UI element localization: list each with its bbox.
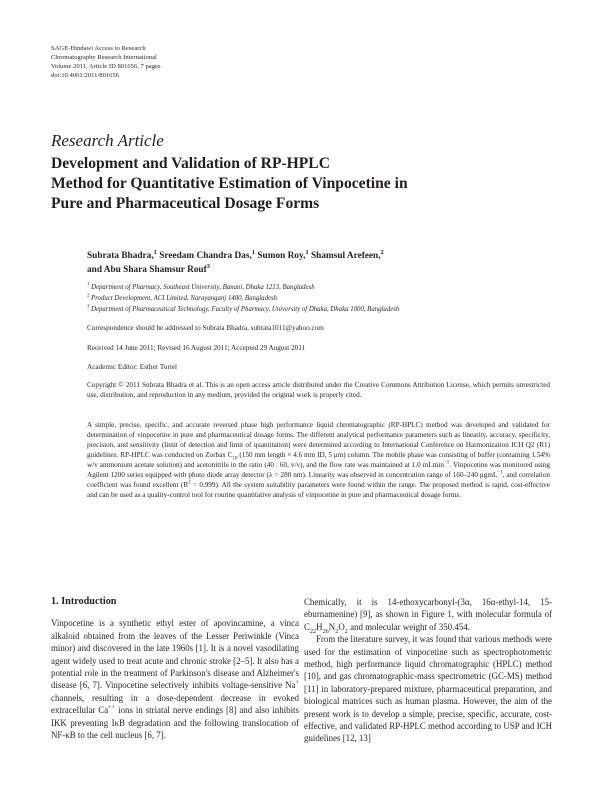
author-affil-mark: 3 xyxy=(206,262,210,270)
copyright-notice: Copyright © 2011 Subrata Bhadra et al. This is an open access article distributed under the Creative Commons Attribution License, which permits unrestricted use, distribution, and reproduction in any medium, provided the original work is properly cited. xyxy=(87,381,550,399)
affiliation: $^1$ Department of Pharmacy, Southeast University, Banani, Dhaka 1213, Bangladesh xyxy=(87,282,315,291)
article-dates: Received 14 June 2011; Revised 16 August 2011; Accepted 29 August 2011 xyxy=(87,344,306,352)
author-affil-mark: 1 xyxy=(251,248,256,256)
affiliation: $^3$ Department of Pharmaceutical Technology, Faculty of Pharmacy, University of Dhaka, Dhaka 1000, Bangladesh xyxy=(87,304,400,313)
title-line: Development and Validation of RP-HPLC xyxy=(51,155,330,172)
paragraph: From the literature survey, it was found that various methods were used for the estimation of vinpocetine such as spectrophotometric method, high performance liquid chromatographic (HPLC) method [10], and gas chromatographic-mass spectrometric (GC-MS) method [11] in laboratory-prepared mixture, pharmaceutical preparation, and biological matrices such as human plasma. However, the aim of the present work is to develop a simple, precise, specific, accurate, cost-effective, and validated RP-HPLC method according to USP and ICH guidelines [12, 13] xyxy=(304,634,552,744)
body-column-left xyxy=(51,596,299,741)
article-type: Research Article xyxy=(51,131,164,150)
abstract: A simple, precise, specific, and accurate reversed phase high performance liquid chromatographic (RP-HPLC) method was developed and validated for determination of vinpocetine in pure and pharmaceutical dosage forms. The different analytical performance parameters such as linearity, accuracy, specificity, precision, and sensitivity (limit of detection and limit of quantitation) were determined according to International Conference on Harmonization ICH Q2 (R1) guidelines. RP-HPLC was conducted on Zorbax $C_{18}$ (150 mm length × 4.6 mm ID, 5 μm) column. The mobile phase was consisting of buffer (containing 1.54% w/v ammonium acetate solution) and acetonitrile in the ratio (40 : 60, v/v), and the flow rate was maintained at 1.0 mLmin$^{-1}$. Vinpocetine was monitored using Agilent 1200 series equipped with photo diode array detector (λ = 280 nm). Linearity was observed in concentration range of 160–240 μgmL$^{-1}$, and correlation coefficient was found excellent $(R^2 = 0.999)$. All the system suitability parameters were found within the range. The proposed method is rapid, cost-effective and can be used as a quality-control tool for routine quantitative analysis of vinpocetine in pure and pharmaceutical dosage forms. xyxy=(87,421,550,499)
paragraph: Chemically, it is 14-ethoxycarbonyl-(3α, 16α-ethyl-14, 15-eburnamenine) [9], as shown in Figure 1, with molecular formula of $C_{22}H_{26}N_2O_2$ and molecular weight of 350.454. xyxy=(304,597,552,635)
doi: doi:10.4061/2011/801656 xyxy=(51,72,120,79)
author-affil-mark: 2 xyxy=(380,248,384,256)
paper-title xyxy=(51,154,521,214)
author: and Abu Shara Shamsur Rouf xyxy=(87,264,207,275)
paragraph: Vinpocetine is a synthetic ethyl ester of apovincamine, a vinca alkaloid obtained from the leaves of the Lesser Periwinkle (Vinca minor) and discovered in the late 1960s [1]. It is a novel vasodilating agent widely used to treat acute and chronic stroke [2–5]. It also has a potential role in the treatment of Parkinson's disease and Alzheimer's disease [6, 7]. Vinpocetine selectively inhibits voltage-sensitive Na+ channels, resulting in a dose-dependent decrease in evoked extracellular Ca++ ions in striatal nerve endings [8] and also inhibits IKK preventing IκB degradation and the following translocation of NF-κB to the cell nucleus [6, 7]. xyxy=(51,618,299,741)
correspondence: Correspondence should be addressed to Subrata Bhadra, subrata1011@yahoo.com xyxy=(87,324,324,332)
journal-header xyxy=(51,44,161,80)
journal-publisher: SAGE-Hindawi Access to Research xyxy=(51,45,146,52)
author-affil-mark: 1 xyxy=(153,248,157,256)
author-list xyxy=(87,250,550,277)
author-affil-mark: 1 xyxy=(305,248,309,256)
volume-info: Volume 2011, Article ID 801656, 7 pages xyxy=(51,63,161,70)
author: Subrata Bhadra, xyxy=(87,251,154,261)
author: Sumon Roy, xyxy=(255,251,306,261)
body-column-right xyxy=(304,596,552,745)
affiliation: $^2$ Product Development, ACI Limited, Narayanganj 1400, Bangladesh xyxy=(87,293,278,302)
section-heading: 1. Introduction xyxy=(51,596,117,607)
affiliations xyxy=(87,282,550,315)
author: Shamsul Arefeen, xyxy=(308,251,381,261)
academic-editor: Academic Editor: Esther Turiel xyxy=(87,363,178,371)
title-line: Method for Quantitative Estimation of Vinpocetine in xyxy=(51,175,408,192)
author: Sreedam Chandra Das, xyxy=(156,251,252,261)
title-line: Pure and Pharmaceutical Dosage Forms xyxy=(51,195,320,212)
journal-name: Chromatography Research International xyxy=(51,54,157,61)
